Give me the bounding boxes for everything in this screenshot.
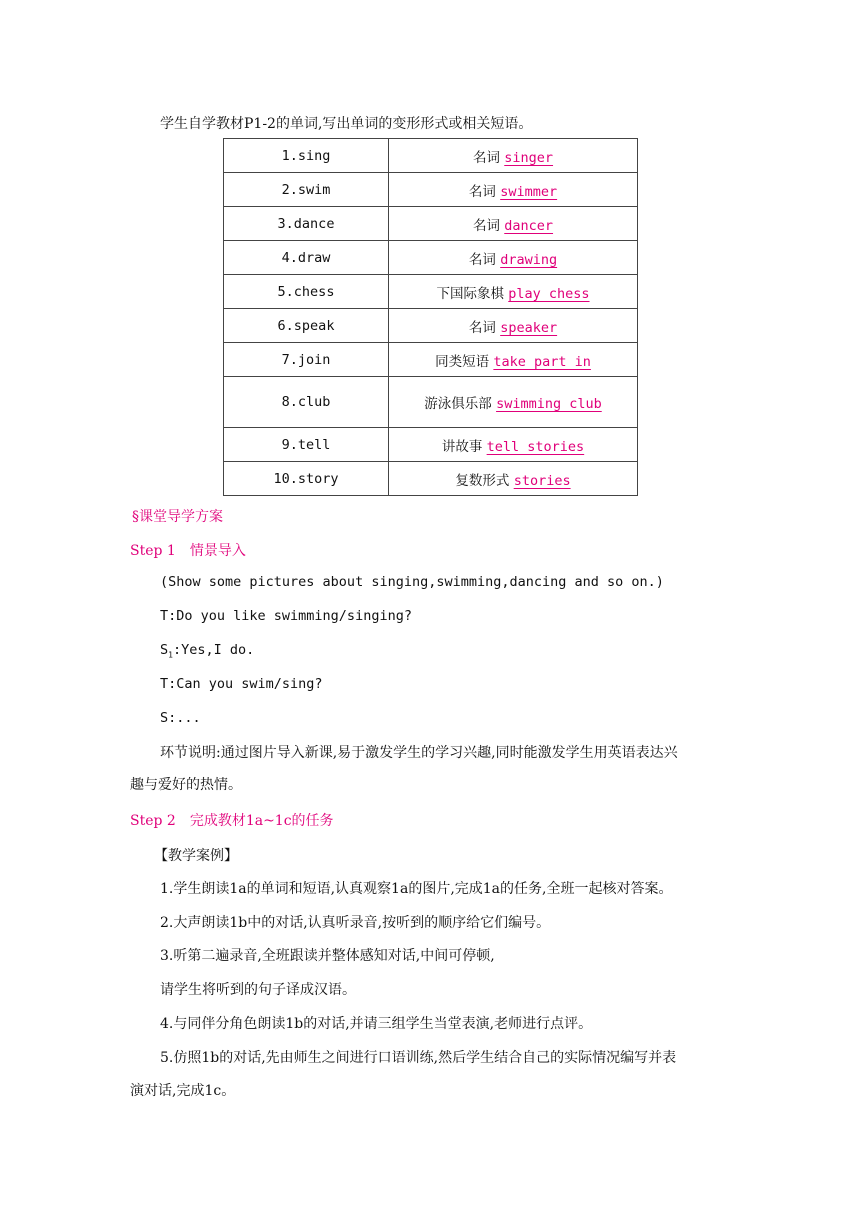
- case-title: 【教学案例】: [154, 848, 238, 864]
- step1-line-teacher-q2: T:Can you swim/sing?: [160, 676, 323, 692]
- vocab-word: 9.tell: [224, 428, 389, 462]
- step1-title: Step 1 情景导入: [130, 543, 246, 559]
- vocab-answer: play chess: [508, 285, 590, 302]
- vocab-word: 5.chess: [224, 275, 389, 309]
- vocab-hint-cell: [389, 462, 638, 496]
- vocab-hint: 名词: [472, 149, 500, 166]
- vocab-hint-cell: [389, 207, 638, 241]
- vocab-row: [224, 173, 638, 207]
- step2-item-2: 2.大声朗读1b中的对话,认真听录音,按听到的顺序给它们编号。: [160, 915, 551, 931]
- vocab-hint: 游泳俱乐部: [424, 396, 492, 412]
- vocab-row: [224, 377, 638, 428]
- vocab-row: [224, 343, 638, 377]
- step2-item-4: 4.与同伴分角色朗读1b的对话,并请三组学生当堂表演,老师进行点评。: [160, 1016, 593, 1032]
- vocab-hint-cell: [389, 241, 638, 275]
- vocab-hint-cell: [389, 377, 638, 428]
- vocab-hint: 名词: [472, 217, 500, 234]
- vocab-word: 10.story: [224, 462, 389, 496]
- vocab-answer: tell stories: [486, 438, 585, 455]
- vocab-hint: 复数形式: [455, 472, 510, 489]
- vocab-word: 1.sing: [224, 139, 389, 173]
- vocab-hint-cell: [389, 139, 638, 173]
- vocab-hint-cell: [389, 309, 638, 343]
- step1-note-line2: 趣与爱好的热情。: [130, 777, 242, 793]
- step2-item-5: 5.仿照1b的对话,先由师生之间进行口语训练,然后学生结合自己的实际情况编写并表: [160, 1050, 677, 1066]
- vocab-hint: 下国际象棋: [436, 285, 504, 302]
- vocab-answer: stories: [513, 472, 571, 489]
- vocab-word: 4.draw: [224, 241, 389, 275]
- vocab-row: [224, 309, 638, 343]
- step2-title: Step 2 完成教材1a~1c的任务: [130, 813, 334, 829]
- step1-line-show: (Show some pictures about singing,swimming,dancing and so on.): [160, 574, 664, 590]
- vocab-answer: speaker: [500, 319, 558, 336]
- vocab-row: [224, 462, 638, 496]
- step2-item-5-cont: 演对话,完成1c。: [130, 1083, 236, 1099]
- vocab-row: [224, 275, 638, 309]
- vocab-hint: 名词: [468, 183, 496, 200]
- vocab-answer: swimming club: [496, 396, 602, 412]
- section-title: §课堂导学方案: [132, 509, 223, 525]
- vocab-hint-cell: [389, 173, 638, 207]
- step1-note-line1: 环节说明:通过图片导入新课,易于激发学生的学习兴趣,同时能激发学生用英语表达兴: [160, 745, 678, 761]
- vocab-hint-cell: [389, 343, 638, 377]
- vocab-word: 6.speak: [224, 309, 389, 343]
- step2-item-3: 3.听第二遍录音,全班跟读并整体感知对话,中间可停顿,: [160, 948, 495, 964]
- vocab-word: 3.dance: [224, 207, 389, 241]
- step1-line-teacher-q1: T:Do you like swimming/singing?: [160, 608, 412, 624]
- vocab-word: 2.swim: [224, 173, 389, 207]
- student-answer: Yes,I do.: [181, 642, 255, 658]
- vocab-row: [224, 428, 638, 462]
- vocab-hint-cell: [389, 428, 638, 462]
- student-colon: :: [172, 642, 182, 658]
- vocab-hint: 同类短语: [435, 353, 490, 370]
- vocab-hint-cell: [389, 275, 638, 309]
- vocab-answer: drawing: [500, 251, 558, 268]
- vocab-answer: dancer: [504, 217, 554, 234]
- step1-line-student1: [160, 642, 254, 660]
- intro-text: 学生自学教材P1-2的单词,写出单词的变形形式或相关短语。: [160, 116, 533, 132]
- vocab-hint: 讲故事: [441, 438, 483, 455]
- step2-item-3-cont: 请学生将听到的句子译成汉语。: [160, 982, 356, 998]
- vocab-hint: 名词: [468, 319, 496, 336]
- student-label: S: [160, 642, 169, 658]
- vocab-answer: swimmer: [500, 183, 558, 200]
- student-number: 1: [168, 650, 173, 660]
- step2-item-1: 1.学生朗读1a的单词和短语,认真观察1a的图片,完成1a的任务,全班一起核对答案。: [160, 881, 673, 897]
- vocab-row: [224, 139, 638, 173]
- step1-line-students: S:...: [160, 710, 201, 726]
- vocab-table: [223, 138, 638, 496]
- vocab-row: [224, 241, 638, 275]
- vocab-word: 7.join: [224, 343, 389, 377]
- vocab-answer: singer: [504, 149, 554, 166]
- vocab-row: [224, 207, 638, 241]
- vocab-hint: 名词: [468, 251, 496, 268]
- vocab-word: 8.club: [224, 377, 389, 428]
- vocab-answer: take part in: [493, 353, 591, 370]
